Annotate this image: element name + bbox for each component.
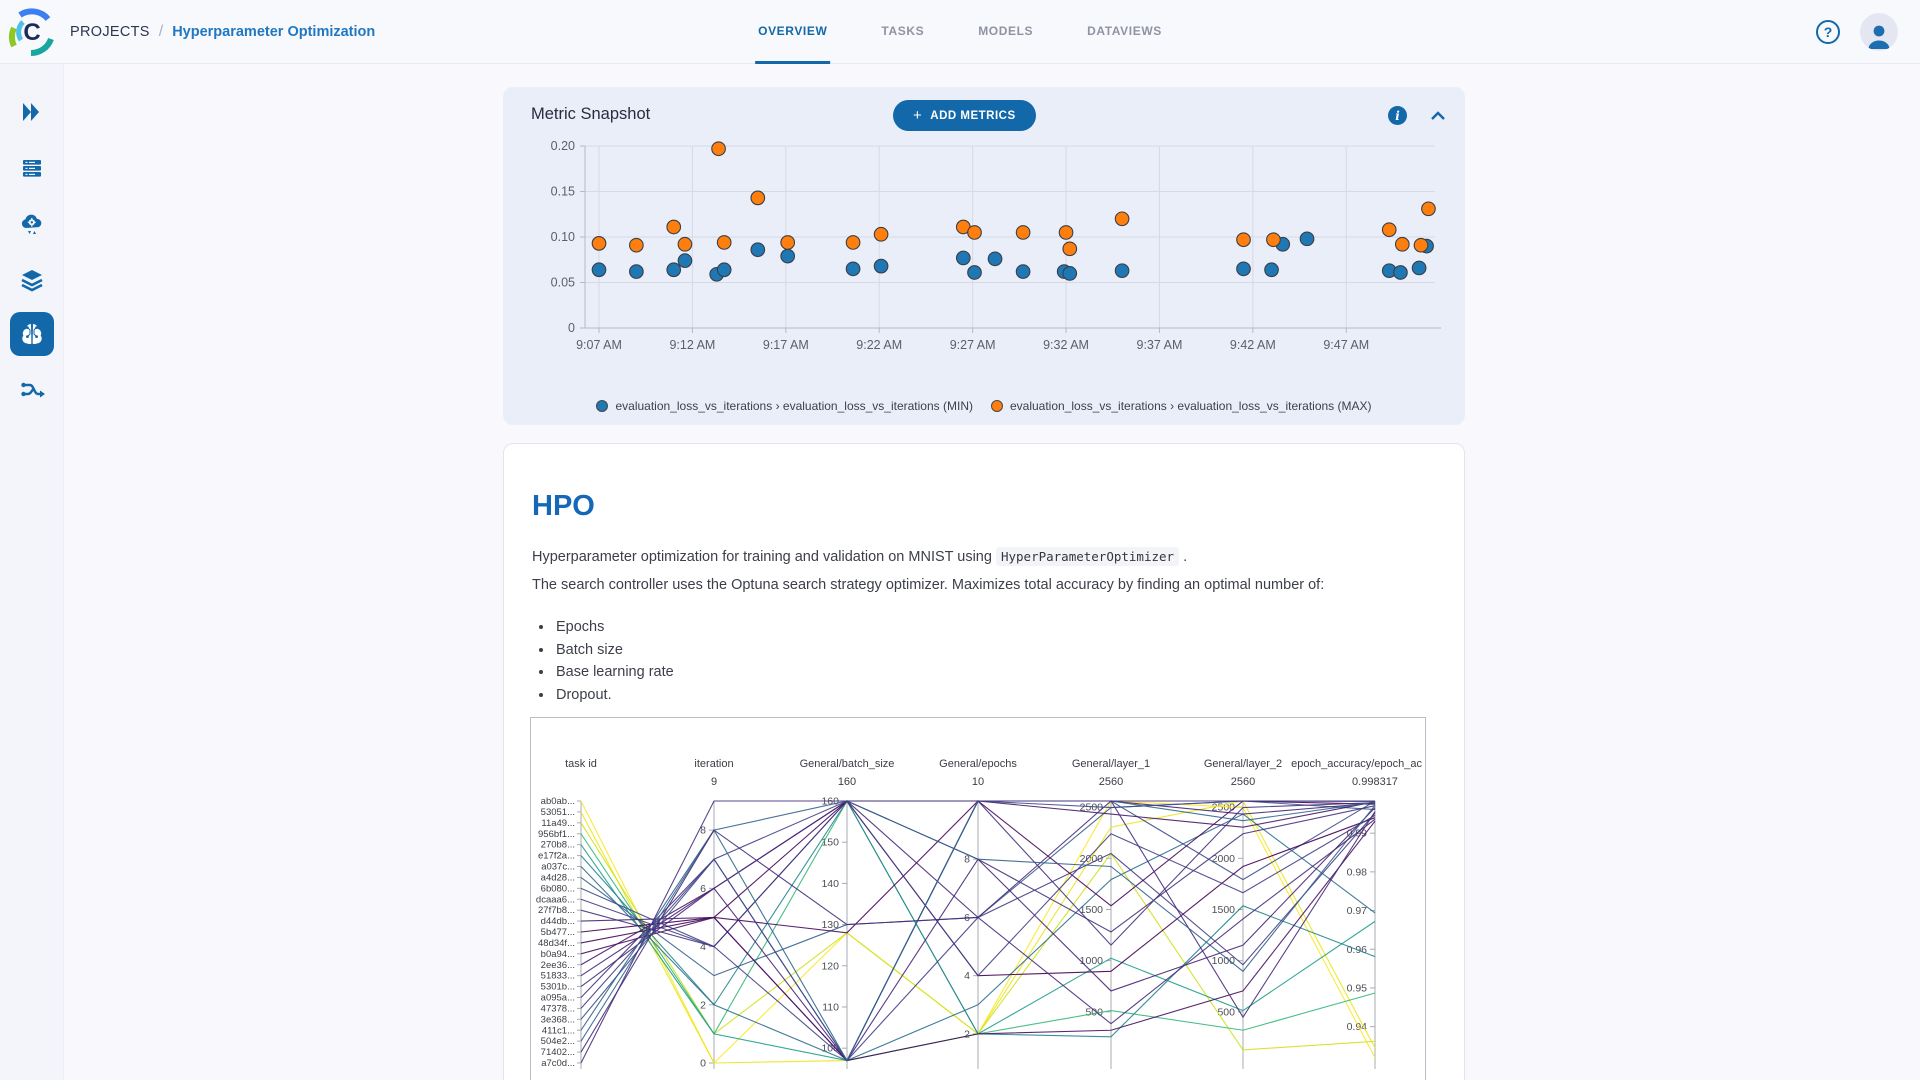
svg-text:General/batch_size: General/batch_size [799, 758, 895, 770]
svg-text:2560: 2560 [1230, 776, 1256, 788]
hpo-code-chip: HyperParameterOptimizer [996, 547, 1179, 566]
brain-icon [18, 320, 46, 348]
breadcrumb-current-project[interactable]: Hyperparameter Optimization [172, 24, 376, 40]
sidebar-item-workers[interactable] [10, 202, 54, 246]
svg-text:6: 6 [964, 911, 970, 924]
svg-text:956bf1...: 956bf1... [538, 828, 575, 840]
svg-text:27f7b8...: 27f7b8... [538, 905, 575, 917]
svg-text:dcaaa6...: dcaaa6... [535, 894, 575, 906]
hpo-bullet-list [554, 619, 674, 709]
svg-text:8: 8 [700, 824, 706, 837]
header-actions [1816, 0, 1898, 64]
hpo-title: HPO [532, 490, 595, 522]
svg-text:71402...: 71402... [540, 1047, 575, 1059]
svg-text:120: 120 [821, 960, 839, 973]
metric-snapshot-card [503, 87, 1465, 425]
hpo-paragraph-2: The search controller uses the Optuna search strategy optimizer. Maximizes total accuracy by finding an optimal number of: [532, 577, 1325, 593]
svg-text:48d34f...: 48d34f... [538, 937, 575, 949]
svg-text:4: 4 [964, 970, 970, 983]
sidebar-expand-icon[interactable] [10, 90, 54, 134]
legend-dot-max [991, 400, 1003, 412]
svg-text:3e368...: 3e368... [540, 1014, 575, 1026]
svg-text:8: 8 [964, 853, 970, 866]
legend-item-min[interactable] [596, 399, 973, 413]
svg-text:9: 9 [710, 776, 718, 788]
svg-text:1500: 1500 [1079, 903, 1103, 916]
svg-text:9:07 AM: 9:07 AM [576, 338, 622, 352]
sidebar-item-projects[interactable] [10, 312, 54, 356]
svg-text:General/layer_1: General/layer_1 [1071, 758, 1151, 770]
svg-text:47378...: 47378... [540, 1003, 575, 1015]
info-icon[interactable]: i [1388, 106, 1407, 125]
tab-tasks[interactable]: TASKS [881, 23, 925, 38]
svg-text:2: 2 [964, 1028, 970, 1041]
parcoords-task-labels [536, 796, 581, 1069]
sidebar-item-queues[interactable] [10, 146, 54, 190]
svg-text:504e2...: 504e2... [540, 1036, 575, 1048]
svg-text:e17f2a...: e17f2a... [538, 850, 575, 862]
svg-text:epoch_accuracy/epoch_ac: epoch_accuracy/epoch_ac [1291, 758, 1422, 770]
hpo-paragraph-1 [532, 549, 1187, 565]
svg-text:411c1...: 411c1... [541, 1025, 575, 1037]
cloud-gear-icon [19, 211, 45, 237]
tab-models[interactable]: MODELS [978, 23, 1034, 38]
help-icon[interactable]: ? [1816, 20, 1840, 44]
svg-text:C: C [23, 19, 41, 46]
pipeline-icon [19, 377, 45, 403]
server-stack-icon [20, 156, 44, 180]
svg-text:500: 500 [1085, 1006, 1103, 1019]
metric-snapshot-title: Metric Snapshot [531, 105, 651, 123]
svg-text:2560: 2560 [1098, 776, 1124, 788]
clearml-logo-icon[interactable] [6, 6, 58, 58]
svg-text:500: 500 [1217, 1006, 1235, 1019]
hpo-report-card [503, 443, 1465, 1080]
svg-text:0.20: 0.20 [550, 139, 575, 153]
svg-text:9:42 AM: 9:42 AM [1229, 338, 1276, 352]
svg-text:b0a94...: b0a94... [540, 948, 575, 960]
svg-text:0.10: 0.10 [550, 230, 575, 244]
svg-text:0.99: 0.99 [1346, 827, 1367, 840]
svg-text:0: 0 [568, 321, 575, 335]
svg-text:a037c...: a037c... [541, 861, 575, 873]
svg-text:9:17 AM: 9:17 AM [762, 338, 809, 352]
svg-text:270b8...: 270b8... [540, 839, 575, 851]
svg-text:160: 160 [837, 776, 857, 788]
main-content [64, 64, 1920, 1080]
svg-text:0.15: 0.15 [550, 184, 575, 199]
svg-text:5b477...: 5b477... [540, 927, 575, 938]
top-header [0, 0, 1920, 64]
svg-text:10: 10 [971, 776, 985, 788]
svg-text:a7c0d...: a7c0d... [541, 1058, 575, 1069]
parcoords-headers [565, 758, 1422, 788]
bullet-epochs: • Epochs [554, 619, 674, 635]
legend-label-min: evaluation_loss_vs_iterations › evaluation_loss_vs_iterations (MIN) [615, 399, 973, 413]
bullet-batch-size: • Batch size [554, 642, 674, 658]
person-icon [1864, 21, 1894, 51]
sidebar-item-pipelines[interactable] [10, 368, 54, 412]
legend-label-max: evaluation_loss_vs_iterations › evaluation_loss_vs_iterations (MAX) [1009, 399, 1372, 413]
double-chevron-right-icon [20, 101, 44, 123]
svg-text:5301b...: 5301b... [540, 981, 575, 993]
add-metrics-button[interactable] [893, 100, 1036, 131]
svg-text:General/epochs: General/epochs [939, 758, 1017, 770]
metric-scatter-chart[interactable] [503, 137, 1465, 427]
tab-overview[interactable]: OVERVIEW [755, 0, 830, 64]
svg-text:9:22 AM: 9:22 AM [856, 338, 903, 352]
svg-text:110: 110 [822, 1001, 839, 1014]
svg-text:150: 150 [821, 836, 839, 849]
svg-text:100: 100 [821, 1042, 839, 1055]
svg-text:9:27 AM: 9:27 AM [949, 338, 996, 352]
metric-snapshot-header [503, 87, 1465, 141]
svg-text:2000: 2000 [1211, 852, 1235, 865]
svg-text:0.95: 0.95 [1346, 982, 1367, 995]
project-tabs [755, 0, 1165, 64]
breadcrumb-separator: / [158, 23, 164, 40]
svg-text:51833...: 51833... [540, 970, 575, 982]
svg-text:2: 2 [700, 999, 706, 1012]
svg-text:9:37 AM: 9:37 AM [1136, 338, 1183, 352]
svg-text:4: 4 [700, 941, 706, 954]
layers-icon [19, 267, 45, 293]
svg-text:6: 6 [700, 882, 706, 895]
svg-text:0.998317: 0.998317 [1352, 776, 1398, 788]
svg-text:130: 130 [821, 919, 839, 932]
svg-text:0.96: 0.96 [1346, 943, 1367, 956]
svg-text:a4d28...: a4d28... [540, 872, 575, 884]
sidebar-item-datasets[interactable] [10, 258, 54, 302]
collapse-chevron-up-icon[interactable] [1428, 106, 1448, 126]
svg-text:0.94: 0.94 [1346, 1021, 1367, 1034]
hpo-p1-period: . [1183, 549, 1188, 565]
breadcrumb [70, 0, 375, 64]
svg-text:2500: 2500 [1211, 801, 1235, 814]
svg-text:1500: 1500 [1211, 903, 1235, 916]
legend-item-max[interactable] [991, 399, 1372, 413]
svg-text:0.98: 0.98 [1346, 866, 1367, 879]
svg-text:9:47 AM: 9:47 AM [1323, 338, 1370, 352]
svg-text:53051...: 53051... [540, 806, 575, 818]
svg-text:11a49...: 11a49... [541, 817, 575, 829]
svg-text:9:12 AM: 9:12 AM [669, 338, 716, 352]
parcoords-axes [581, 796, 1375, 1070]
svg-text:140: 140 [821, 877, 839, 890]
svg-text:0.05: 0.05 [550, 275, 575, 290]
svg-text:0.97: 0.97 [1346, 905, 1367, 918]
svg-text:1000: 1000 [1211, 955, 1235, 968]
svg-text:2000: 2000 [1079, 852, 1103, 865]
svg-text:0: 0 [700, 1057, 706, 1070]
breadcrumb-projects[interactable]: PROJECTS [70, 24, 150, 40]
svg-text:General/layer_2: General/layer_2 [1203, 758, 1283, 770]
app-sidebar [0, 64, 64, 1080]
svg-text:iteration: iteration [694, 758, 734, 770]
svg-text:6b080...: 6b080... [540, 883, 575, 895]
add-metrics-label: ADD METRICS [930, 109, 1016, 122]
bullet-base-learning-rate: • Base learning rate [554, 664, 674, 680]
svg-text:d44db...: d44db... [540, 916, 575, 928]
svg-text:task id: task id [565, 758, 597, 770]
svg-text:1000: 1000 [1079, 955, 1103, 968]
svg-text:160: 160 [821, 795, 839, 808]
tab-dataviews[interactable]: DATAVIEWS [1087, 23, 1162, 38]
hpo-p1-text: Hyperparameter optimization for training and validation on MNIST using [532, 549, 992, 565]
svg-text:a095a...: a095a... [540, 992, 575, 1004]
bullet-dropout: • Dropout. [554, 687, 674, 703]
legend-dot-min [596, 400, 608, 412]
user-avatar[interactable] [1860, 13, 1898, 51]
parallel-coordinates-plot[interactable] [530, 717, 1426, 1080]
svg-text:2500: 2500 [1079, 801, 1103, 814]
svg-text:2ee36...: 2ee36... [540, 959, 575, 971]
svg-text:9:32 AM: 9:32 AM [1043, 338, 1089, 352]
plus-icon: + [913, 106, 923, 124]
chart-legend [503, 399, 1465, 413]
svg-text:ab0ab...: ab0ab... [540, 796, 575, 807]
